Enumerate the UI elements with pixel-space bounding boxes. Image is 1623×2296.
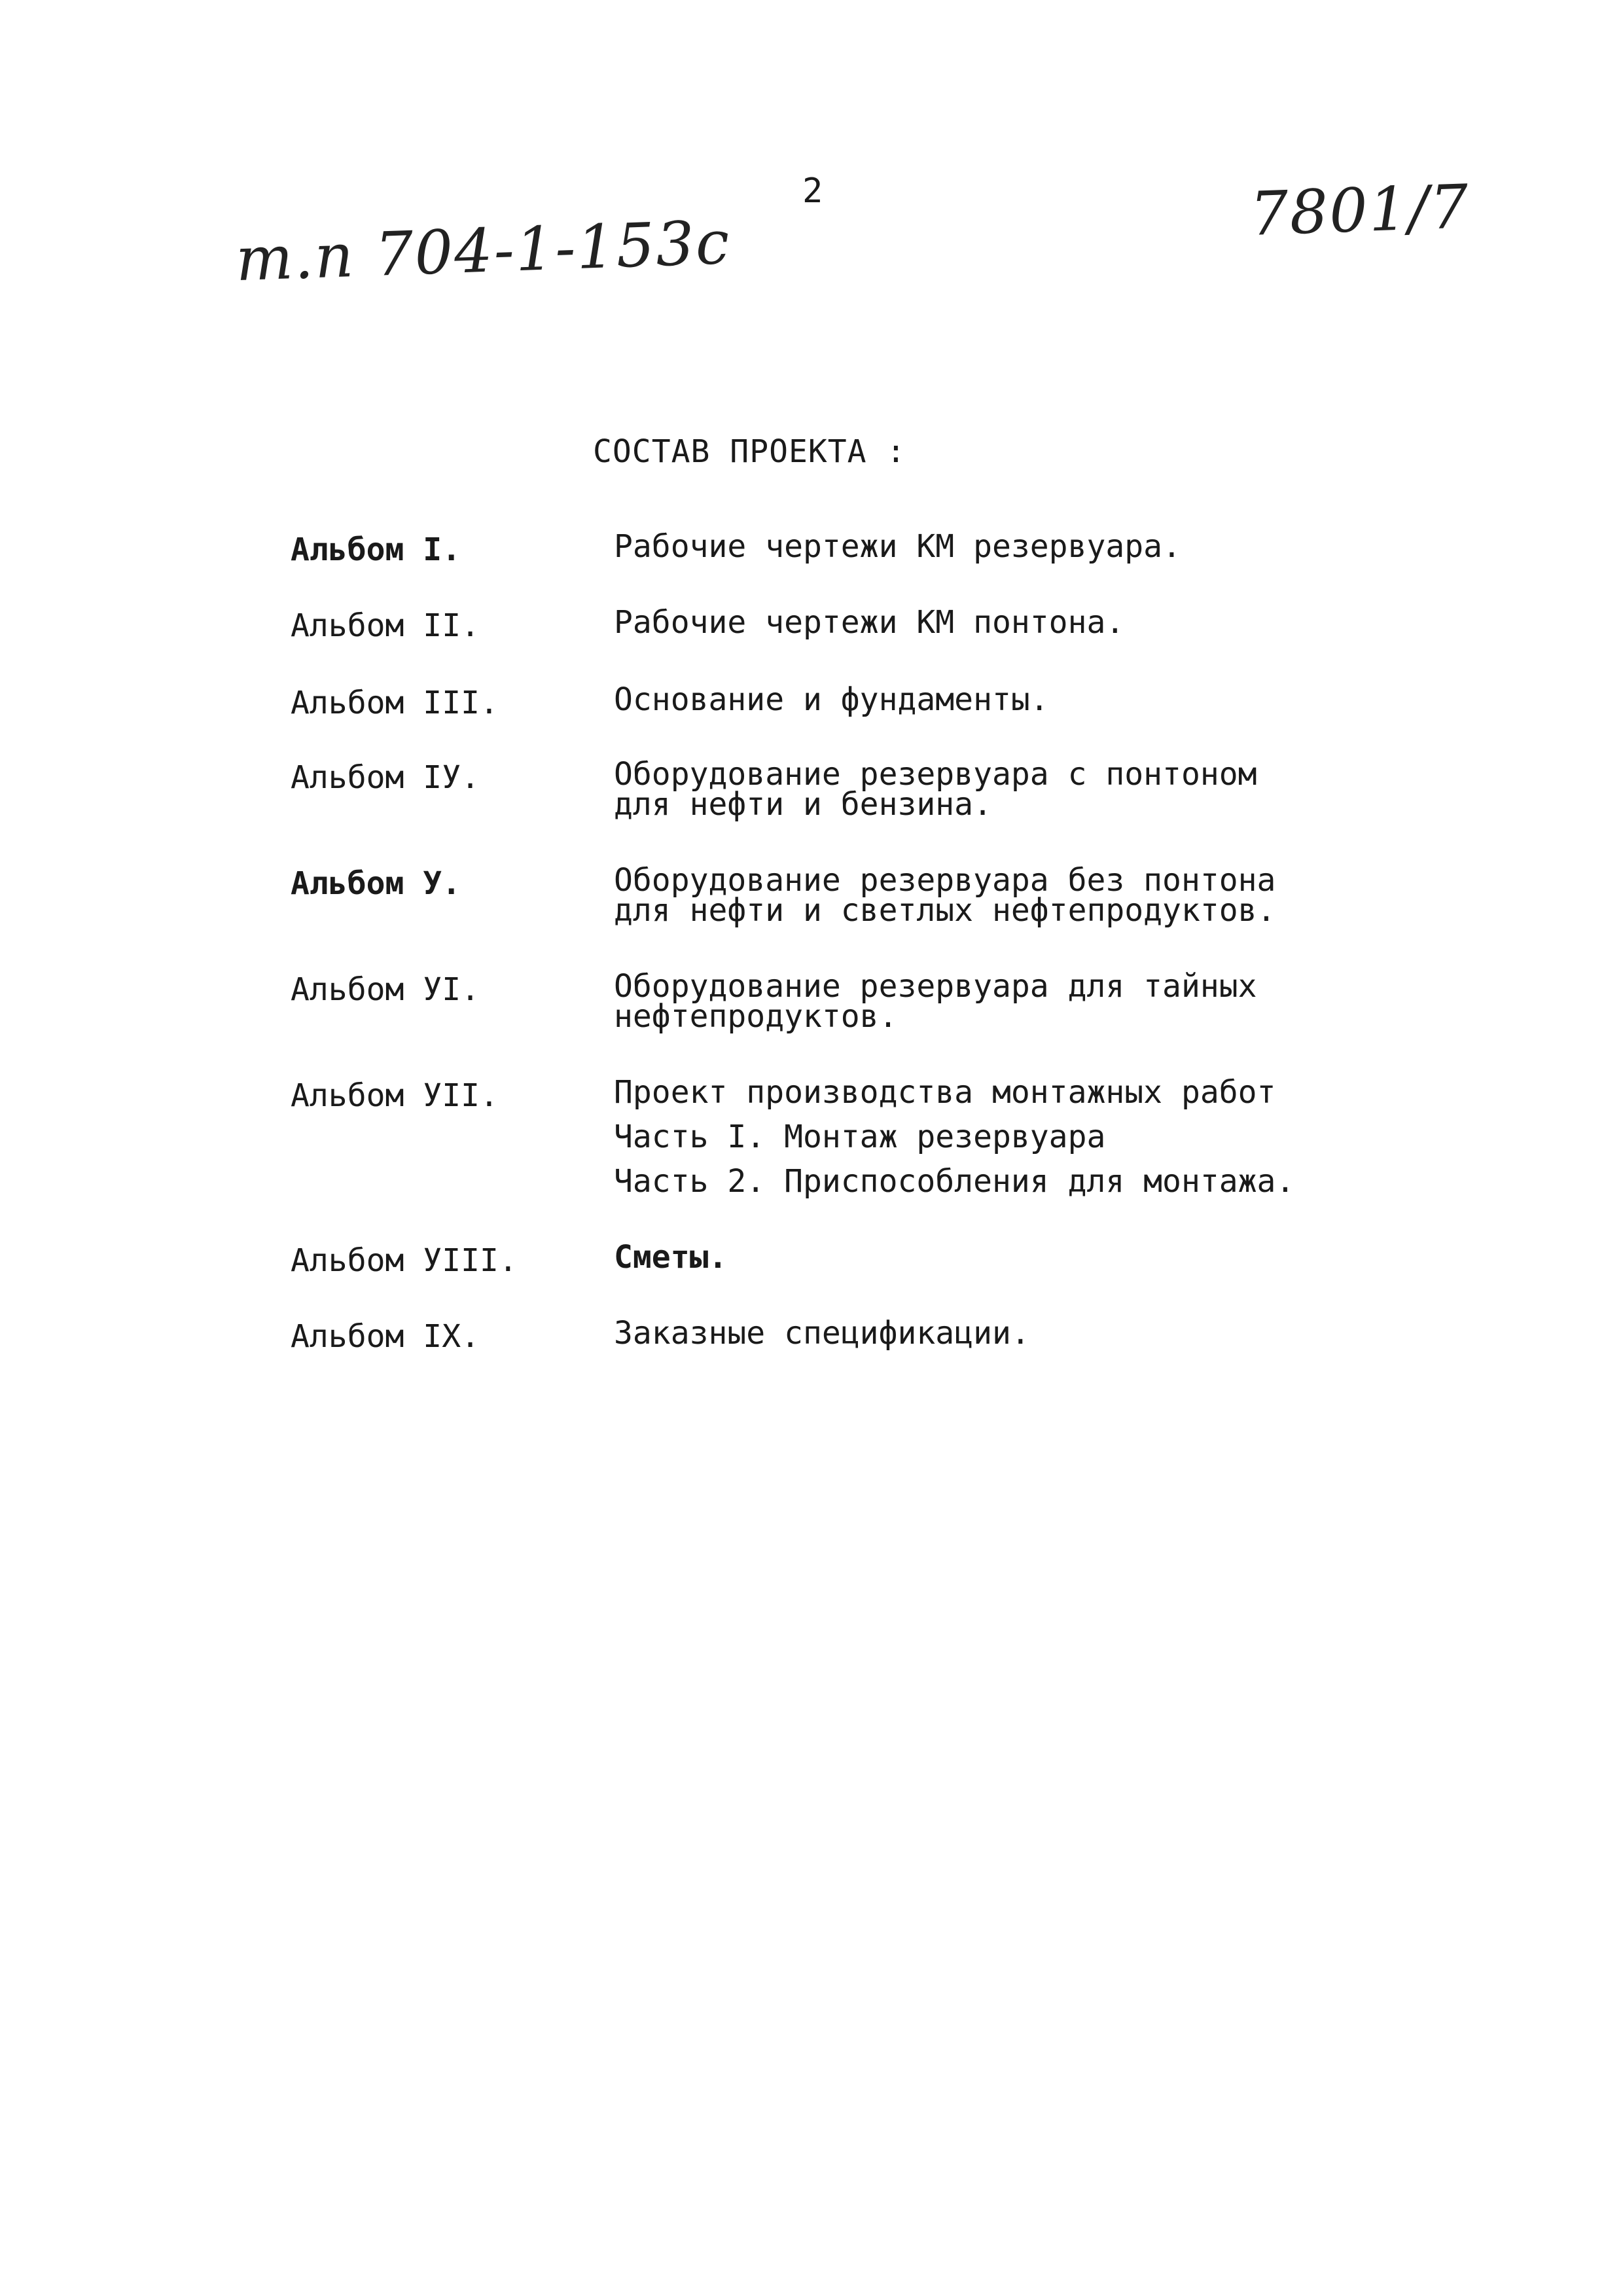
album-description bbox=[614, 968, 1257, 1035]
album-description bbox=[614, 1074, 1295, 1200]
album-description-line: Проект производства монтажных работ bbox=[614, 1074, 1276, 1111]
handwritten-project-code: т.п 704-1-153с bbox=[234, 207, 732, 295]
album-description-line: Оборудование резервуара без понтона bbox=[614, 862, 1276, 899]
album-description-line: Заказные спецификации. bbox=[614, 1315, 1030, 1352]
album-description-line: Сметы. bbox=[614, 1239, 728, 1276]
album-label: Альбом УII. bbox=[291, 1077, 499, 1114]
album-description-line: нефтепродуктов. bbox=[614, 998, 898, 1035]
page-number: 2 bbox=[802, 171, 823, 211]
album-description bbox=[614, 528, 1181, 565]
album-description-line: Оборудование резервуара для тайных bbox=[614, 968, 1257, 1005]
album-label: Альбом УI. bbox=[291, 971, 480, 1008]
album-description-line: Оборудование резервуара с понтоном bbox=[614, 756, 1257, 793]
handwritten-archive-number: 7801/7 bbox=[1249, 171, 1471, 249]
album-label: Альбом УIII. bbox=[291, 1242, 518, 1279]
album-description bbox=[614, 681, 1049, 718]
album-description-line: Основание и фундаменты. bbox=[614, 681, 1049, 718]
album-label: Альбом III. bbox=[291, 685, 499, 721]
album-label: Альбом У. bbox=[291, 865, 461, 902]
album-label: Альбом II. bbox=[291, 607, 480, 644]
album-description bbox=[614, 1239, 728, 1276]
album-description-line: Часть I. Монтаж резервуара bbox=[614, 1119, 1106, 1155]
album-label: Альбом I. bbox=[291, 531, 461, 568]
album-description bbox=[614, 862, 1276, 929]
album-description-line: для нефти и светлых нефтепродуктов. bbox=[614, 892, 1276, 929]
album-description bbox=[614, 1315, 1030, 1352]
album-description bbox=[614, 604, 1125, 641]
album-description-line: Часть 2. Приспособления для монтажа. bbox=[614, 1163, 1295, 1200]
album-description-line: Рабочие чертежи КМ понтона. bbox=[614, 604, 1125, 641]
album-description-line: для нефти и бензина. bbox=[614, 786, 992, 823]
album-description bbox=[614, 756, 1257, 823]
document-title: СОСТАВ ПРОЕКТА : bbox=[593, 433, 906, 470]
album-label: Альбом IX. bbox=[291, 1318, 480, 1355]
album-description-line: Рабочие чертежи КМ резервуара. bbox=[614, 528, 1181, 565]
album-label: Альбом IУ. bbox=[291, 759, 480, 796]
